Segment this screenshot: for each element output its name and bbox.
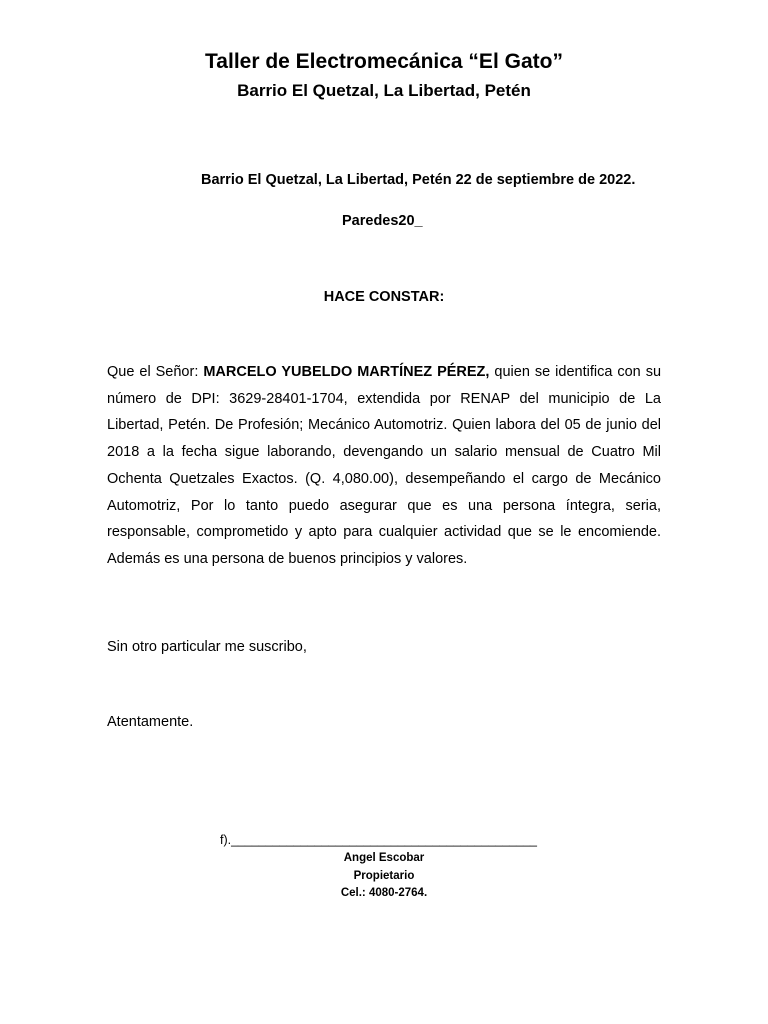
signature-line: f).____________________________________________ [220, 833, 537, 847]
document-title: Taller de Electromecánica “El Gato” [205, 50, 563, 73]
signer-phone: Cel.: 4080-2764. [340, 887, 428, 899]
signature-block [284, 850, 484, 903]
regards-line: Atentamente. [107, 714, 194, 730]
document-subtitle: Barrio El Quetzal, La Libertad, Petén [237, 81, 531, 100]
body-lead: Que el Señor: [107, 364, 204, 380]
signer-name: Angel Escobar [343, 852, 425, 864]
body-rest: quien se identifica con su número de DPI: 3629-28401-1704, extendida por RENAP del municipio de La Libertad, Petén. De Profesión; Mecánico Automotriz. Quien labora del 05 de junio del 2018 a la fecha sigue laborando, devengando un salario mensual de Cuatro Mil Ochenta Quetzales Exactos. (Q. 4,080.00), desempeñando el cargo de Mecánico Automotriz, Por lo tanto puedo asegurar que es una persona íntegra, seria, responsable, comprometido y apto para cualquier actividad que se le encomiende. Además es una persona de buenos principios y valores. [107, 364, 662, 567]
body-paragraph [107, 359, 661, 573]
section-heading: HACE CONSTAR: [323, 289, 445, 305]
closing-line: Sin otro particular me suscribo, [107, 639, 307, 655]
date-line: Barrio El Quetzal, La Libertad, Petén 22 de septiembre de 2022. [201, 172, 636, 188]
signer-role: Propietario [353, 869, 415, 882]
reference-code: Paredes20_ [342, 213, 423, 229]
employee-name: MARCELO YUBELDO MARTÍNEZ PÉREZ, [203, 364, 490, 380]
